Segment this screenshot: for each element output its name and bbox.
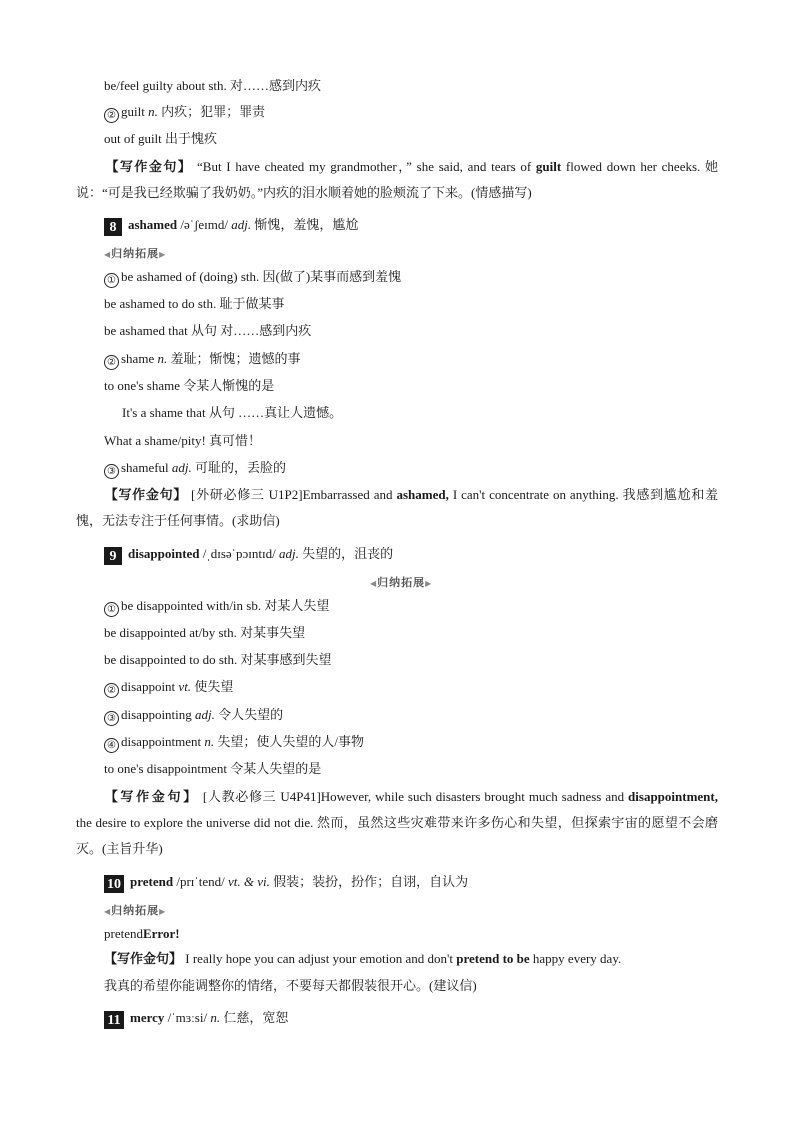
circled-number: ②	[104, 108, 119, 123]
part-of-speech: n.	[204, 734, 215, 749]
entry-number: 9	[104, 547, 122, 565]
writing-sentence-paragraph	[76, 784, 718, 862]
phonetic: /prɪˈtend/	[173, 874, 228, 889]
phrase-text: pretend	[104, 926, 143, 941]
phrase-text: be ashamed of (doing) sth. 因(做了)某事而感到羞愧	[121, 269, 402, 284]
meaning: 失望的，沮丧的	[298, 546, 394, 561]
expansion-line	[104, 268, 401, 288]
sentence-text: 我真的希望你能调整你的情绪，不要每天都假装很开心。(建议信)	[104, 978, 477, 993]
expansion-line	[104, 432, 261, 450]
phrase-text: be ashamed to do sth. 耻于做某事	[104, 296, 285, 311]
writing-sentence-heading: 【写作金句】	[104, 487, 188, 502]
derivative-line	[104, 678, 233, 698]
part-of-speech: adj.	[171, 460, 192, 475]
entry-heading-disappointed	[104, 545, 393, 565]
meaning: 使失望	[191, 679, 234, 694]
derivative-word: disappointing	[121, 707, 192, 722]
sentence-text: happy every day.	[529, 951, 622, 966]
circled-number: ②	[104, 683, 119, 698]
phonetic: /ˈmɜːsi/	[164, 1010, 211, 1025]
phrase-text: be disappointed to do sth. 对某事感到失望	[104, 652, 332, 667]
sentence-text: “But I have cheated my grandmother，” she said, and tears of	[192, 159, 536, 174]
writing-sentence-heading: 【写作金句】	[104, 951, 183, 966]
entry-number: 11	[104, 1011, 124, 1029]
sentence-text: flowed down her cheeks. 她说：“可是我已经欺骗了我奶奶。”内疚的泪水顺着她的脸颊流了下来。(情感描写)	[76, 159, 718, 200]
meaning: 令人失望的	[214, 707, 284, 722]
headword: mercy	[130, 1010, 165, 1025]
phrase-line	[104, 130, 217, 148]
expansion-line	[104, 925, 180, 943]
derivative-word: shame	[121, 351, 155, 366]
derivative-word: shameful	[121, 460, 169, 475]
expansion-line	[104, 760, 321, 778]
headword: pretend	[130, 874, 174, 889]
part-of-speech: n.	[157, 351, 168, 366]
derivative-line	[104, 733, 364, 753]
expansion-tag: ◀归纳拓展▶	[104, 904, 167, 917]
highlighted-word: pretend to be	[456, 951, 530, 966]
expansion-line	[104, 377, 274, 395]
circled-number: ①	[104, 273, 119, 288]
expansion-line	[104, 651, 332, 669]
part-of-speech: adj.	[195, 707, 215, 722]
derivative-word: guilt	[121, 104, 145, 119]
writing-sentence-heading: 【写作金句】	[104, 159, 193, 174]
circled-number: ③	[104, 464, 119, 479]
phrase-text: It's a shame that 从句 ……真让人遗憾。	[122, 405, 343, 420]
circled-number: ④	[104, 738, 119, 753]
phrase-text: to one's disappointment 令某人失望的是	[104, 761, 322, 776]
entry-number: 10	[104, 875, 124, 893]
part-of-speech: n.	[148, 104, 158, 119]
part-of-speech: vt. & vi.	[228, 874, 270, 889]
phrase-text: out of guilt 出于愧疚	[104, 131, 218, 146]
sentence-text: [人教必修三 U4P41]However, while such disasters brought much sadness and	[198, 789, 629, 804]
headword: disappointed	[128, 546, 200, 561]
expansion-line	[104, 295, 285, 313]
sentence-text: I can't concentrate on anything. 我感到尴尬和羞愧，无法专注于任何事情。(求助信)	[76, 487, 718, 528]
phrase-text: What a shame/pity! 真可惜！	[104, 433, 262, 448]
derivative-line	[104, 459, 286, 479]
expansion-tag: ◀归纳拓展▶	[104, 247, 167, 260]
expansion-line	[122, 404, 342, 422]
expansion-tag: ◀归纳拓展▶	[370, 576, 433, 589]
expansion-line	[104, 597, 329, 617]
entry-number: 8	[104, 218, 122, 236]
derivative-line	[104, 350, 300, 370]
tag-label: 归纳拓展	[377, 576, 426, 589]
highlighted-word: disappointment,	[628, 789, 718, 804]
phrase-text: be ashamed that 从句 对……感到内疚	[104, 323, 312, 338]
entry-heading-mercy	[104, 1009, 288, 1029]
entry-heading-pretend	[104, 873, 468, 893]
expansion-line	[104, 322, 311, 340]
circled-number: ③	[104, 711, 119, 726]
phrase-text: be disappointed with/in sb. 对某人失望	[121, 598, 330, 613]
derivative-line	[104, 706, 283, 726]
entry-heading-ashamed	[104, 216, 358, 236]
part-of-speech: vt.	[178, 679, 192, 694]
meaning: 仁慈，宽恕	[220, 1010, 289, 1025]
writing-sentence-heading: 【写作金句】	[104, 789, 199, 804]
phonetic: /ˌdɪsəˈpɔɪntɪd/	[199, 546, 279, 561]
meaning: 内疚；犯罪；罪责	[157, 104, 266, 119]
sentence-text: the desire to explore the universe did not die. 然而，虽然这些灾难带来许多伤心和失望，但探索宇宙的愿望不会磨灭。(主旨升华)	[76, 815, 718, 856]
part-of-speech: adj.	[278, 546, 299, 561]
part-of-speech: adj.	[231, 217, 252, 232]
writing-sentence-line	[104, 950, 621, 968]
headword: ashamed	[128, 217, 178, 232]
sentence-text: I really hope you can adjust your emotion and don't	[182, 951, 457, 966]
error-text: Error!	[142, 926, 180, 941]
expansion-line	[104, 624, 305, 642]
phrase-text: be/feel guilty about sth. 对……感到内疚	[104, 78, 322, 93]
circled-number: ②	[104, 355, 119, 370]
meaning: 失望；使人失望的人/事物	[214, 734, 365, 749]
phonetic: /əˈʃeɪmd/	[177, 217, 232, 232]
phrase-text: be disappointed at/by sth. 对某事失望	[104, 625, 306, 640]
highlighted-word: guilt	[535, 159, 562, 174]
tag-label: 归纳拓展	[111, 247, 160, 260]
meaning: 羞耻；惭愧；遗憾的事	[167, 351, 301, 366]
writing-sentence-paragraph	[76, 154, 718, 206]
meaning: 可耻的，丢脸的	[191, 460, 287, 475]
phrase-line	[104, 77, 321, 95]
meaning: 惭愧，羞愧，尴尬	[251, 217, 359, 232]
part-of-speech: n.	[210, 1010, 221, 1025]
highlighted-word: ashamed,	[396, 487, 449, 502]
derivative-word: disappoint	[121, 679, 176, 694]
tag-label: 归纳拓展	[111, 904, 160, 917]
phrase-text: to one's shame 令某人惭愧的是	[104, 378, 275, 393]
meaning: 假装；装扮，扮作；自诩，自认为	[269, 874, 469, 889]
writing-sentence-paragraph	[76, 482, 718, 534]
derivative-word: disappointment	[121, 734, 202, 749]
derivative-line	[104, 103, 265, 123]
writing-sentence-translation	[104, 977, 477, 995]
sentence-text: [外研必修三 U1P2]Embarrassed and	[187, 487, 397, 502]
circled-number: ①	[104, 602, 119, 617]
